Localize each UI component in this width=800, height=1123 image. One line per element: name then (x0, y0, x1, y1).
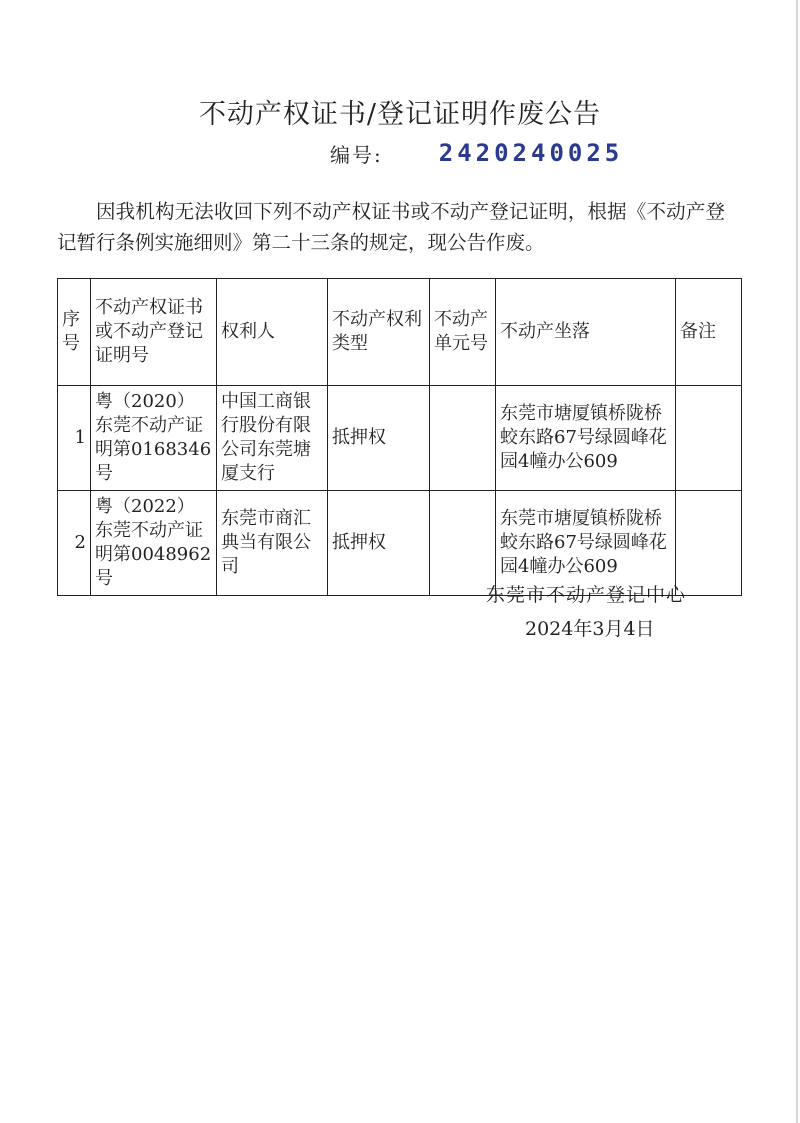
scan-edge-line (796, 0, 798, 1123)
serial-number: 2420240025 (438, 139, 624, 167)
header-right-type: 不动产权利类型 (328, 279, 430, 386)
row-remark (676, 386, 742, 491)
row-right-type: 抵押权 (328, 386, 430, 491)
issuing-organization: 东莞市不动产登记中心 (486, 584, 687, 606)
header-remark: 备注 (676, 279, 742, 386)
header-location: 不动产坐落 (496, 279, 676, 386)
issue-date: 2024年3月4日 (525, 618, 655, 640)
row-holder: 东莞市商汇典当有限公司 (217, 491, 328, 596)
header-unit-no: 不动产单元号 (430, 279, 496, 386)
serial-label: 编号: (330, 142, 383, 167)
row-location: 东莞市塘厦镇桥陇桥蛟东路67号绿圆峰花园4幢办公609 (496, 491, 676, 596)
header-seq: 序号 (58, 279, 91, 386)
void-certificates-table (57, 278, 742, 596)
row-seq: 1 (58, 386, 91, 491)
row-right-type: 抵押权 (328, 491, 430, 596)
row-location: 东莞市塘厦镇桥陇桥蛟东路67号绿圆峰花园4幢办公609 (496, 386, 676, 491)
header-cert-no: 不动产权证书或不动产登记证明号 (91, 279, 217, 386)
row-holder: 中国工商银行股份有限公司东莞塘厦支行 (217, 386, 328, 491)
row-seq: 2 (58, 491, 91, 596)
serial-row (330, 137, 623, 169)
document-title: 不动产权证书/登记证明作废公告 (198, 99, 602, 130)
row-cert-no: 粤（2022）东莞不动产证明第0048962号 (91, 491, 217, 596)
table-row (58, 386, 742, 491)
header-holder: 权利人 (217, 279, 328, 386)
row-unit-no (430, 386, 496, 491)
row-cert-no: 粤（2020）东莞不动产证明第0168346号 (91, 386, 217, 491)
intro-paragraph: 因我机构无法收回下列不动产权证书或不动产登记证明，根据《不动产登记暂行条例实施细则》第二十三条的规定，现公告作废。 (57, 200, 725, 254)
table-header-row (58, 279, 742, 386)
